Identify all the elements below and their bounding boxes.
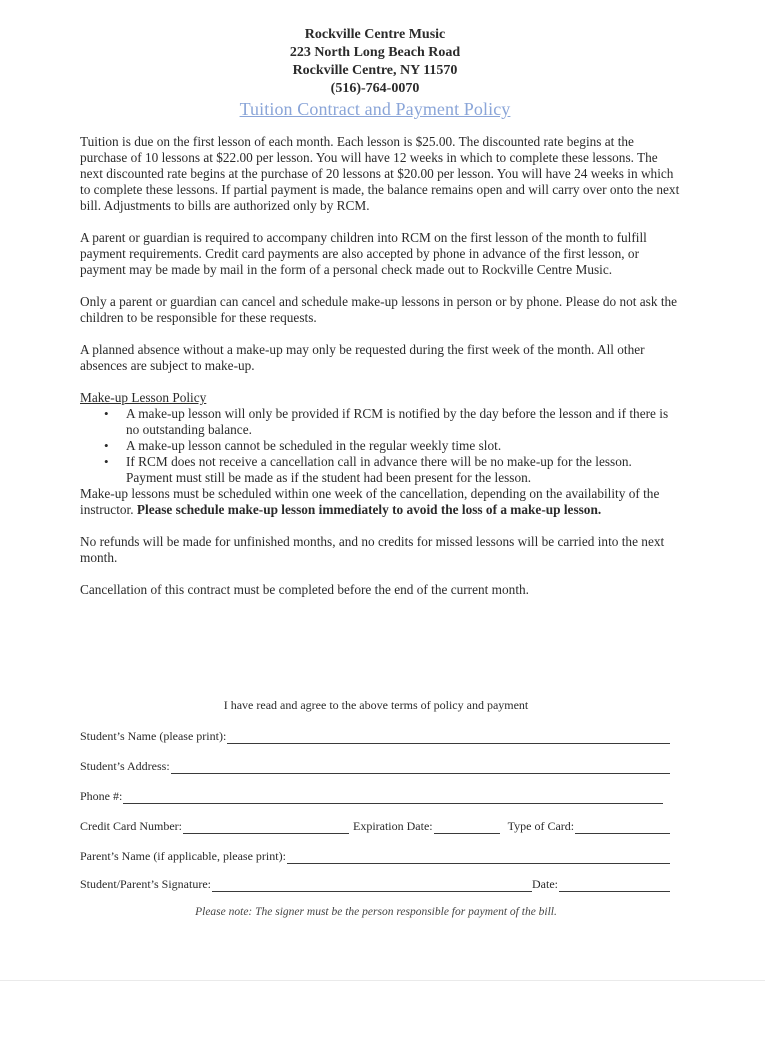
tuition-paragraph: Tuition is due on the first lesson of each month. Each lesson is $25.00. The discounted rate begins at the purchase of 10 lessons at $22.00 per lesson. You will have 12 weeks in which to complete these lessons. The next discounted rate begins at the purchase of 20 lessons at $20.00 per lesson. You will have 24 weeks in which to complete these lessons. If partial payment is made, the balance remains open and will carry over onto the next bill. Adjustments to bills are authorized only by RCM. — [80, 134, 680, 213]
student-name-label: Student’s Name (please print): — [80, 729, 227, 743]
makeup-schedule-paragraph — [80, 486, 680, 518]
credit-card-label: Credit Card Number: — [80, 819, 182, 833]
makeup-policy-heading: Make-up Lesson Policy — [80, 390, 207, 405]
list-item: • If RCM does not receive a cancellation call in advance there will be no make-up for the lesson. Payment must still be made as if the student had been present for the lesson. — [126, 454, 680, 486]
credit-card-row — [80, 818, 670, 834]
bottom-divider — [0, 980, 765, 981]
phone-row — [80, 788, 663, 804]
letterhead — [0, 26, 750, 120]
signature-label: Student/Parent’s Signature: — [80, 877, 211, 891]
parent-name-label: Parent’s Name (if applicable, please print): — [80, 849, 286, 863]
makeup-policy-list — [80, 406, 680, 486]
parent-name-field[interactable] — [287, 851, 670, 864]
cancel-schedule-paragraph: Only a parent or guardian can cancel and schedule make-up lessons in person or by phone. Please do not ask the children to be responsible for these requests. — [80, 294, 678, 325]
student-address-field[interactable] — [171, 761, 670, 774]
city-state-zip: Rockville Centre, NY 11570 — [292, 63, 458, 78]
signer-note: Please note: The signer must be the person responsible for payment of the bill. — [195, 906, 557, 918]
date-label: Date: — [532, 877, 558, 891]
org-name: Rockville Centre Music — [304, 27, 446, 42]
contract-cancellation-paragraph: Cancellation of this contract must be completed before the end of the current month. — [80, 582, 529, 597]
student-address-row — [80, 758, 670, 774]
parent-name-row — [80, 848, 670, 864]
refund-paragraph: No refunds will be made for unfinished months, and no credits for missed lessons will be carried into the next month. — [80, 534, 665, 565]
absence-paragraph: A planned absence without a make-up may only be requested during the first week of the month. All other absences are subject to make-up. — [80, 342, 645, 373]
credit-card-field[interactable] — [183, 821, 349, 834]
date-field[interactable] — [559, 879, 670, 892]
makeup-schedule-text: Make-up lessons must be scheduled within one week of the cancellation, depending on the availability of the instructor. — [80, 486, 660, 517]
expiration-field[interactable] — [434, 821, 500, 834]
card-type-label: Type of Card: — [507, 819, 575, 833]
phone-field[interactable] — [123, 791, 663, 804]
student-name-field[interactable] — [227, 731, 670, 744]
card-type-field[interactable] — [575, 821, 670, 834]
payment-paragraph: A parent or guardian is required to accompany children into RCM on the first lesson of the month to fulfill payment requirements. Credit card payments are also accepted by phone in advance of the first lesson, or payment may be made by mail in the form of a personal check made out to Rockville Centre Music. — [80, 230, 647, 277]
list-item: • A make-up lesson will only be provided if RCM is notified by the day before the lesson and if there is no outstanding balance. — [126, 406, 680, 438]
agreement-statement: I have read and agree to the above terms of policy and payment — [223, 698, 529, 712]
makeup-warning-bold: Please schedule make-up lesson immediately to avoid the loss of a make-up lesson. — [136, 502, 602, 517]
signature-field[interactable] — [212, 879, 532, 892]
student-name-row — [80, 728, 670, 744]
document-title: Tuition Contract and Payment Policy — [239, 99, 511, 119]
street-address: 223 North Long Beach Road — [289, 45, 461, 60]
policy-body — [80, 134, 680, 614]
phone-number: (516)-764-0070 — [330, 81, 420, 96]
student-address-label: Student’s Address: — [80, 759, 170, 773]
phone-label: Phone #: — [80, 789, 123, 803]
expiration-label: Expiration Date: — [352, 819, 433, 833]
signature-row — [80, 876, 670, 892]
list-item: • A make-up lesson cannot be scheduled in the regular weekly time slot. — [126, 438, 680, 454]
